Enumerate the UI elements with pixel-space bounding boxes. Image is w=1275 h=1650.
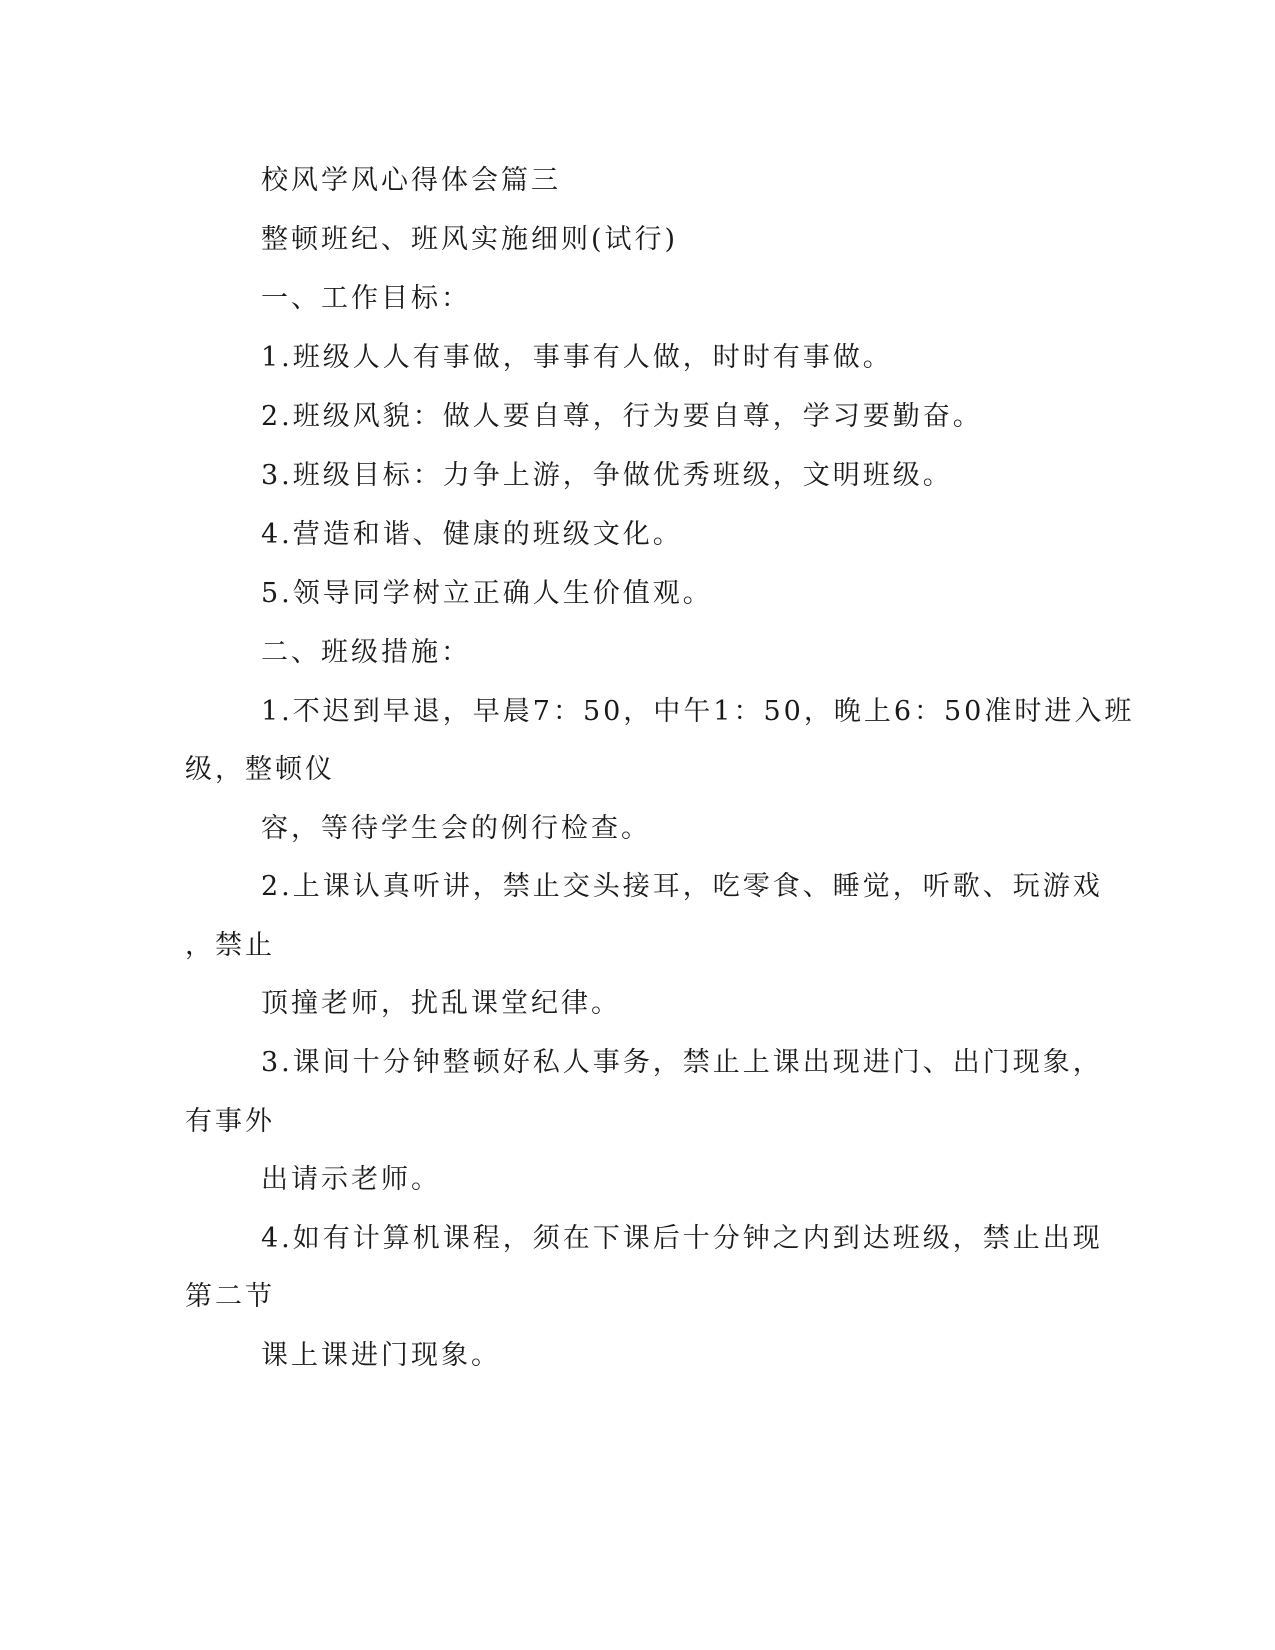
measure-4-line-2: 第二节 [185,1281,275,1312]
measure-2-line-3: 顶撞老师，扰乱课堂纪律。 [261,988,621,1019]
measure-4-line-1: 4.如有计算机课程，须在下课后十分钟之内到达班级，禁止出现 [261,1223,1103,1254]
goal-item-5: 5.领导同学树立正确人生价值观。 [261,578,713,609]
measure-1-line-3: 容，等待学生会的例行检查。 [261,813,651,844]
measure-1-line-2: 级，整顿仪 [185,754,335,785]
goal-item-3: 3.班级目标：力争上游，争做优秀班级，文明班级。 [261,460,953,491]
measure-3-line-2: 有事外 [185,1106,275,1137]
document-title: 整顿班纪、班风实施细则(试行) [261,224,679,255]
section-title: 校风学风心得体会篇三 [261,165,561,196]
goal-item-2: 2.班级风貌：做人要自尊，行为要自尊，学习要勤奋。 [261,401,983,432]
goal-item-1: 1.班级人人有事做，事事有人做，时时有事做。 [261,342,893,373]
heading-work-goals: 一、工作目标： [261,283,471,314]
goal-item-4: 4.营造和谐、健康的班级文化。 [261,519,683,550]
measure-3-line-3: 出请示老师。 [261,1164,441,1195]
measure-2-line-1: 2.上课认真听讲，禁止交头接耳，吃零食、睡觉，听歌、玩游戏 [261,871,1103,902]
measure-3-line-1: 3.课间十分钟整顿好私人事务，禁止上课出现进门、出门现象， [261,1047,1103,1078]
measure-1-line-1: 1.不迟到早退，早晨7：50，中午1：50，晚上6：50准时进入班 [261,696,1135,727]
measure-4-line-3: 课上课进门现象。 [261,1340,501,1371]
heading-class-measures: 二、班级措施： [261,637,471,668]
measure-2-line-2: ，禁止 [185,930,275,961]
